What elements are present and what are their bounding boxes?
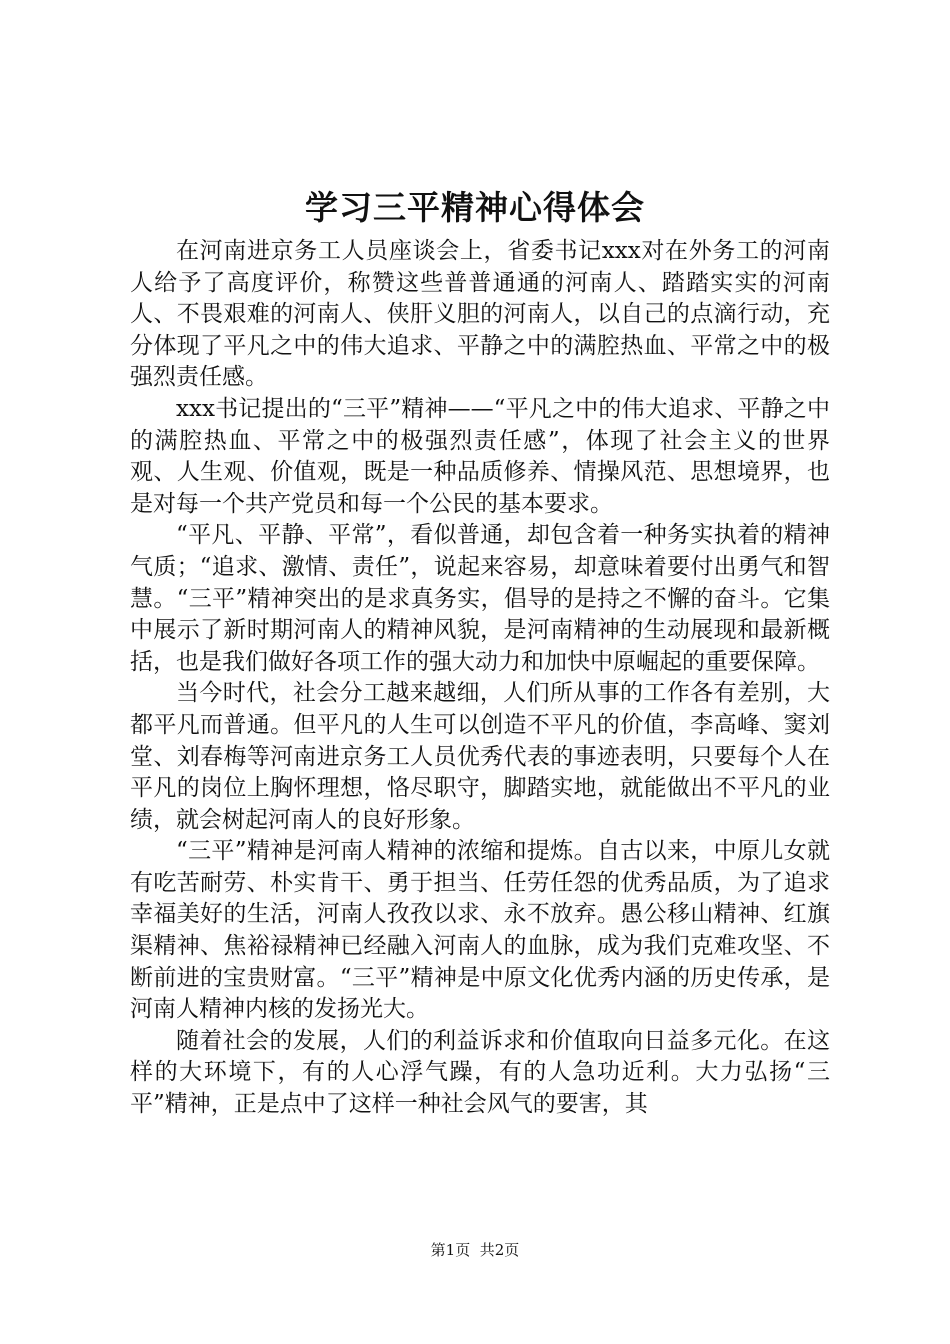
page-number: 第1页: [430, 1241, 471, 1259]
paragraph-6: 随着社会的发展，人们的利益诉求和价值取向日益多元化。在这样的大环境下，有的人心浮气躁，有的人急功近利。大力弘扬“三平”精神，正是点中了这样一种社会风气的要害，其: [130, 1027, 830, 1118]
paragraph-5: “三平”精神是河南人精神的浓缩和提炼。自古以来，中原儿女就有吃苦耐劳、朴实肯干、勇于担当、任劳任怨的优秀品质，为了追求幸福美好的生活，河南人孜孜以求、永不放弃。愚公移山精神、红旗渠精神、焦裕禄精神已经融入河南人的血脉，成为我们克难攻坚、不断前进的宝贵财富。“三平”精神是中原文化优秀内涵的历史传承，是河南人精神内核的发扬光大。: [130, 838, 830, 1023]
paragraph-2: xxx书记提出的“三平”精神——“平凡之中的伟大追求、平静之中的满腔热血、平常之中的极强烈责任感”，体现了社会主义的世界观、人生观、价值观，既是一种品质修养、情操风范、思想境界，也是对每一个共产党员和每一个公民的基本要求。: [130, 395, 830, 517]
paragraph-4: 当今时代，社会分工越来越细，人们所从事的工作各有差别，大都平凡而普通。但平凡的人生可以创造不平凡的价值，李高峰、窦刘堂、刘春梅等河南进京务工人员优秀代表的事迹表明，只要每个人在平凡的岗位上胸怀理想，恪尽职守，脚踏实地，就能做出不平凡的业绩，就会树起河南人的良好形象。: [130, 680, 830, 833]
page-total: 共2页: [479, 1241, 520, 1259]
paragraph-3: “平凡、平静、平常”，看似普通，却包含着一种务实执着的精神气质；“追求、激情、责任”，说起来容易，却意味着要付出勇气和智慧。“三平”精神突出的是求真务实，倡导的是持之不懈的奋斗。它集中展示了新时期河南人的精神风貌，是河南精神的生动展现和最新概括，也是我们做好各项工作的强大动力和加快中原崛起的重要保障。: [130, 522, 830, 675]
document-title: 学习三平精神心得体会: [305, 188, 645, 227]
page-footer: [0, 1240, 950, 1260]
paragraph-1: 在河南进京务工人员座谈会上，省委书记xxx对在外务工的河南人给予了高度评价，称赞这些普普通通的河南人、踏踏实实的河南人、不畏艰难的河南人、侠肝义胆的河南人，以自己的点滴行动，充分体现了平凡之中的伟大追求、平静之中的满腔热血、平常之中的极强烈责任感。: [130, 238, 830, 391]
document-body: [130, 236, 830, 1121]
footer-separator: [470, 1241, 480, 1259]
